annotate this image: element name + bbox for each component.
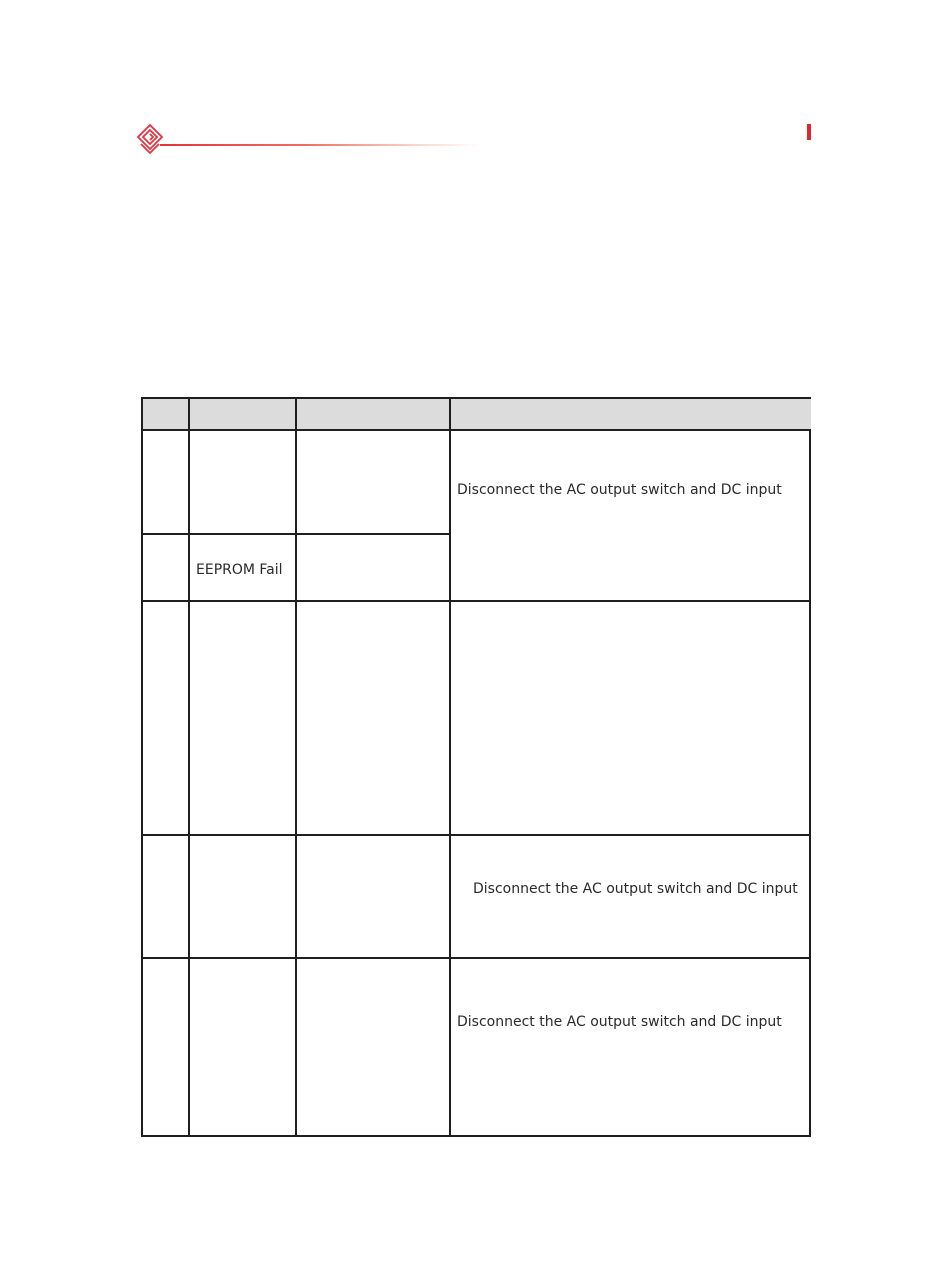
header-cell-fault <box>188 397 295 429</box>
table-row-4-no <box>141 834 188 957</box>
solution-text: Disconnect the AC output switch and DC input <box>457 482 782 498</box>
table-row-4-description <box>295 834 449 957</box>
table-row-5-description <box>295 957 449 1136</box>
header-cell-solution <box>449 397 811 429</box>
solution-text: Disconnect the AC output switch and DC input <box>473 881 798 897</box>
page-marker <box>807 124 811 140</box>
table-row-3-solution <box>449 600 811 834</box>
solution-text: Disconnect the AC output switch and DC input <box>457 1014 782 1030</box>
header-cell-no <box>141 397 188 429</box>
table-row-5-no <box>141 957 188 1136</box>
table-row-1-fault <box>188 429 295 533</box>
table-row-2-description <box>295 533 449 600</box>
table-row-1-no <box>141 429 188 533</box>
header-cell-description <box>295 397 449 429</box>
fault-table <box>141 397 811 1137</box>
diamond-spiral-logo-icon <box>137 124 167 156</box>
table-row-1-description <box>295 429 449 533</box>
table-row-2-no <box>141 533 188 600</box>
table-row-3-description <box>295 600 449 834</box>
table-row-5-fault <box>188 957 295 1136</box>
table-row-4-fault <box>188 834 295 957</box>
table-row-4-solution <box>449 834 811 957</box>
header-gradient-rule <box>160 144 482 146</box>
table-row-3-no <box>141 600 188 834</box>
table-row-2-fault <box>188 533 295 600</box>
table-row-5-solution <box>449 957 811 1136</box>
table-row-1-solution <box>449 429 811 600</box>
fault-name-text: EEPROM Fail <box>196 561 283 578</box>
table-row-3-fault <box>188 600 295 834</box>
